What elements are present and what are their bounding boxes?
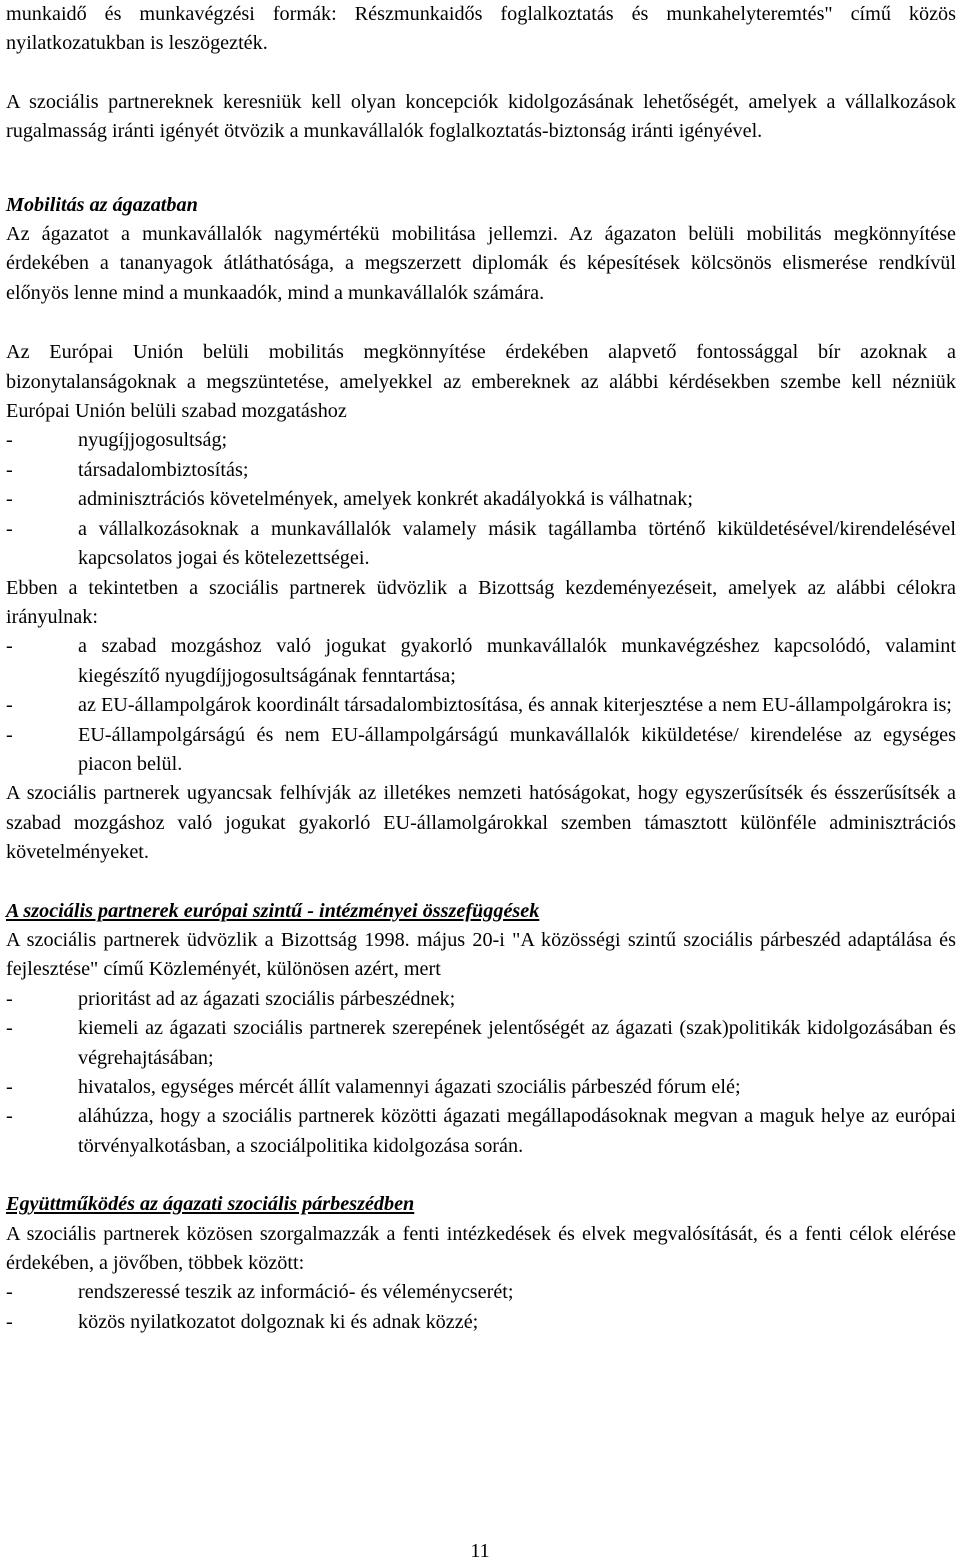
list-item-text: rendszeressé teszik az információ- és véleménycserét; — [78, 1281, 514, 1304]
list-dash: - — [6, 1281, 13, 1304]
mobility-issues-list — [6, 426, 956, 573]
list-dash: - — [6, 635, 13, 658]
list-item — [6, 485, 956, 514]
list-item-text: hivatalos, egységes mércét állít valamennyi ágazati szociális párbeszéd fórum elé; — [78, 1076, 741, 1098]
list-item-text: nyugíjjogosultság; — [78, 429, 228, 452]
list-item — [6, 426, 956, 455]
cooperation-paragraph-1: A szociális partnerek közösen szorgalmazzák a fenti intézkedések és elvek megvalósítását, és a fenti célok elérése érdekében, a jövőben, többek között: — [6, 1222, 956, 1275]
list-dash: - — [6, 723, 13, 746]
spacer — [6, 1161, 956, 1190]
section-heading-institutional: A szociális partnerek európai szintű - intézményei összefüggések — [6, 899, 540, 922]
list-dash: - — [6, 517, 13, 540]
list-dash: - — [6, 488, 13, 511]
list-item-text: a szabad mozgáshoz való jogukat gyakorló munkavállalók munkavégzéshez kapcsolódó, valamint kiegészítő nyugdíjjogosultságának fenntartása; — [78, 635, 956, 687]
mobility-paragraph-1: Az ágazatot a munkavállalók nagymértékü mobilitása jellemzi. Az ágazaton belüli mobilitás megkönnyítése érdekében a tananyagok átláthatósága, a megszerzett diplomák és képesítések kölcsönös elismerése rendkívül előnyös lenne mind a munkaadók, mind a munkavállalók számára. — [6, 223, 956, 304]
list-item-text: az EU-állampolgárok koordinált társadalombiztosítása, és annak kiterjesztése a nem EU-állampolgárokra is; — [78, 694, 952, 717]
commission-initiatives-list — [6, 632, 956, 779]
spacer — [6, 308, 956, 338]
list-dash: - — [6, 429, 13, 452]
mobility-paragraph-2: Az Európai Unión belüli mobilitás megkönnyítése érdekében alapvető fontossággal bír azoknak a bizonytalanságoknak a megszüntetése, amelyekkel az embereknek az alábbi kérdésekben szembe kell nézniük Európai Unión belüli szabad mozgatáshoz — [6, 341, 956, 423]
mobility-paragraph-4: A szociális partnerek ugyancsak felhívják az illetékes nemzeti hatóságokat, hogy egyszerűsítsék és ésszerűsítsék a szabad mozgáshoz való jogukat gyakorló EU-államolgárokkal szemben támasztott különféle adminisztrációs követelményeket. — [6, 782, 956, 864]
list-item — [6, 515, 956, 574]
list-item — [6, 1278, 956, 1307]
list-item-text: adminisztrációs követelmények, amelyek konkrét akadályokká is válhatnak; — [78, 488, 693, 511]
institutional-paragraph-1: A szociális partnerek üdvözlik a Bizottság 1998. május 20-i "A közösségi szintű szociális párbeszéd adaptálása és fejlesztése" című Közleményét, különösen azért, mert — [6, 928, 956, 981]
list-dash: - — [6, 987, 13, 1010]
document-page — [6, 0, 956, 1337]
section-institutional — [6, 897, 956, 1162]
list-item — [6, 985, 956, 1014]
list-item-text: társadalombiztosítás; — [78, 458, 249, 481]
list-item-text: a vállalkozásoknak a munkavállalók valamely másik tagállamba történő kiküldetésével/kirendelésével kapcsolatos jogai és kötelezettségei. — [78, 517, 956, 570]
list-item-text: közös nyilatkozatot dolgoznak ki és adnak közzé; — [78, 1310, 479, 1333]
section-heading-mobility: Mobilitás az ágazatban — [6, 193, 198, 216]
list-item-text: aláhúzza, hogy a szociális partnerek közötti ágazati megállapodásoknak megvan a maguk helye az európai törvényalkotásban, a szociálpolitika kidolgozása során. — [78, 1105, 956, 1157]
spacer — [6, 147, 956, 191]
list-dash: - — [6, 458, 13, 481]
mobility-paragraph-3: Ebben a tekintetben a szociális partnerek üdvözlik a Bizottság kezdeményezéseit, amelyek az alábbi célokra irányulnak: — [6, 576, 956, 628]
list-item — [6, 1073, 956, 1102]
institutional-reasons-list — [6, 985, 956, 1161]
spacer — [6, 59, 956, 88]
list-item-text: EU-állampolgárságú és nem EU-állampolgárságú munkavállalók kiküldetése/ kirendelése az egységes piacon belül. — [78, 723, 956, 775]
list-item — [6, 721, 956, 780]
list-item — [6, 1102, 956, 1161]
list-item — [6, 456, 956, 485]
list-dash: - — [6, 1310, 13, 1333]
section-heading-cooperation: Együttműködés az ágazati szociális párbeszédben — [6, 1193, 415, 1216]
list-item-text: prioritást ad az ágazati szociális párbeszédnek; — [78, 987, 456, 1010]
intro-paragraph: A szociális partnereknek keresniük kell olyan koncepciók kidolgozásának lehetőségét, amelyek a vállalkozások rugalmasság iránti igényét ötvözik a munkavállalók foglalkoztatás-biztonság iránti igényével. — [6, 90, 956, 143]
list-item — [6, 1308, 956, 1337]
list-item-text: kiemeli az ágazati szociális partnerek szerepének jelentőségét az ágazati (szak)politikák kidolgozásában és végrehajtásában; — [78, 1017, 956, 1069]
spacer — [6, 868, 956, 897]
list-dash: - — [6, 1105, 13, 1128]
list-item — [6, 1014, 956, 1073]
cooperation-actions-list — [6, 1278, 956, 1337]
list-dash: - — [6, 1076, 13, 1098]
section-mobility — [6, 191, 956, 868]
list-dash: - — [6, 1017, 13, 1040]
intro-paragraph-continued: munkaidő és munkavégzési formák: Részmunkaidős foglalkoztatás és munkahelyteremtés" című közös nyilatkozatukban is leszögezték. — [6, 3, 956, 55]
list-item — [6, 691, 956, 720]
list-dash: - — [6, 694, 13, 717]
list-item — [6, 632, 956, 691]
page-number: 11 — [470, 1540, 490, 1562]
section-cooperation — [6, 1190, 956, 1337]
